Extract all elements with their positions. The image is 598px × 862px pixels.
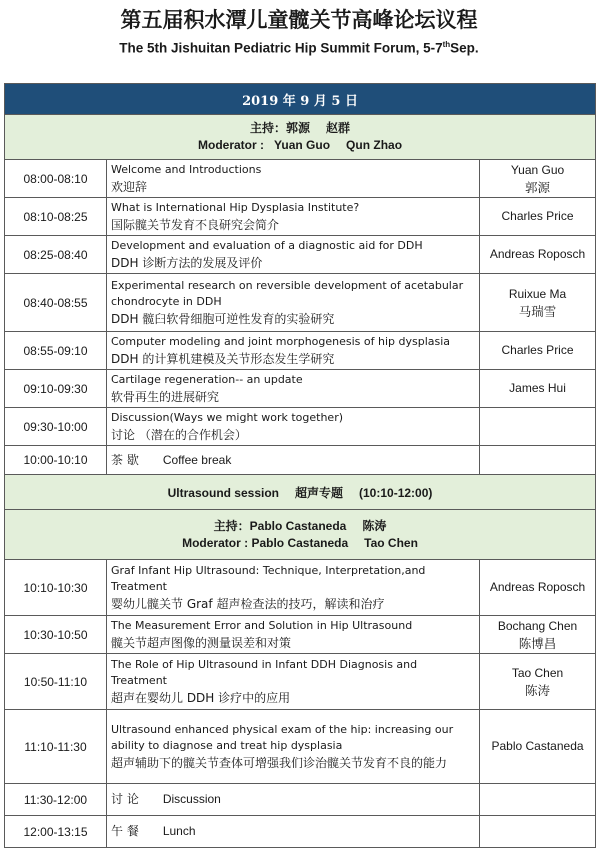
subtitle-main: The 5th Jishuitan Pediatric Hip Summit Forum, 5-7: [119, 40, 443, 56]
topic-cn: 国际髋关节发育不良研究会简介: [111, 217, 280, 232]
row-speaker: [480, 408, 596, 446]
chair-label: 主持：: [249, 121, 286, 135]
agenda-row: [5, 332, 596, 370]
topic-cn: DDH 诊断方法的发展及评价: [111, 255, 263, 270]
row-speaker: Charles Price: [480, 198, 596, 236]
row-time: 08:40-08:55: [5, 274, 107, 332]
speaker-cn: 陈博昌: [518, 635, 557, 651]
row-topic: [107, 710, 480, 784]
topic-en: What is International Hip Dysplasia Institute?: [111, 200, 360, 214]
row-speaker: Andreas Roposch: [480, 560, 596, 616]
agenda-row: [5, 160, 596, 198]
agenda-row: [5, 616, 596, 654]
agenda-row: [5, 198, 596, 236]
topic-cn: 婴幼儿髋关节 Graf 超声检查法的技巧，解读和治疗: [111, 596, 385, 611]
row-speaker: [480, 446, 596, 475]
row-topic: [107, 160, 480, 198]
row-time: 10:50-11:10: [5, 654, 107, 710]
discussion-row: [5, 784, 596, 816]
row-speaker: [480, 160, 596, 198]
row-topic: [107, 654, 480, 710]
topic-en: Computer modeling and joint morphogenesis of hip dysplasia: [111, 334, 451, 348]
session2-moderator-row: [5, 510, 596, 560]
topic-en: Ultrasound enhanced physical exam of the hip: increasing our ability to diagnose and treat hip dysplasia: [111, 722, 454, 752]
agenda-row: [5, 236, 596, 274]
row-topic: [107, 408, 480, 446]
topic-cn: 超声在婴幼儿 DDH 诊疗中的应用: [111, 690, 291, 705]
speaker-cn: 陈涛: [525, 682, 551, 698]
break-en: Lunch: [162, 824, 196, 838]
row-topic: [107, 236, 480, 274]
row-topic: [107, 560, 480, 616]
speaker-cn: 马瑞雪: [518, 303, 557, 319]
session2-moderator-cell: [5, 510, 596, 560]
row-speaker: [480, 654, 596, 710]
session2-moderator-line: [9, 535, 591, 552]
ultrasound-session-cell: [5, 475, 596, 510]
topic-en: Cartilage regeneration-- an update: [111, 372, 303, 386]
moderator-label: Moderator :: [182, 535, 249, 550]
moderator-name-1: Pablo Castaneda: [251, 535, 349, 550]
break-cn: 午 餐: [111, 824, 139, 838]
row-speaker: [480, 816, 596, 848]
topic-cn: DDH 髋臼软骨细胞可逆性发育的实验研究: [111, 311, 335, 326]
row-topic: [107, 784, 480, 816]
topic-en: Discussion(Ways we might work together): [111, 410, 344, 424]
row-time: 10:00-10:10: [5, 446, 107, 475]
topic-cn: 欢迎辞: [111, 179, 148, 194]
subtitle-suffix: Sep.: [450, 40, 479, 56]
speaker-en: Yuan Guo: [510, 162, 565, 177]
row-speaker: Pablo Castaneda: [480, 710, 596, 784]
break-en: Discussion: [162, 792, 221, 806]
chair-name-1: Pablo Castaneda: [249, 518, 347, 533]
chair-name-2: 赵群: [326, 121, 351, 135]
row-topic: [107, 816, 480, 848]
session1-moderator-cell: [5, 115, 596, 160]
topic-en: Development and evaluation of a diagnostic aid for DDH: [111, 238, 423, 252]
lunch-row: [5, 816, 596, 848]
row-time: 11:30-12:00: [5, 784, 107, 816]
topic-cn: 软骨再生的进展研究: [111, 389, 220, 404]
session1-moderator-line: [9, 137, 591, 154]
break-en: Coffee break: [162, 452, 232, 467]
row-time: 08:10-08:25: [5, 198, 107, 236]
subtitle-ordinal: th: [442, 40, 451, 49]
row-topic: [107, 616, 480, 654]
row-speaker: James Hui: [480, 370, 596, 408]
row-speaker: [480, 616, 596, 654]
agenda-row: [5, 274, 596, 332]
session-title-en: Ultrasound session: [167, 485, 279, 500]
row-time: 09:30-10:00: [5, 408, 107, 446]
row-time: 08:25-08:40: [5, 236, 107, 274]
session1-chair-line: [9, 120, 591, 137]
row-speaker: [480, 784, 596, 816]
session-time: (10:10-12:00): [359, 485, 433, 500]
chair-label: 主持：: [213, 518, 250, 533]
row-time: 08:00-08:10: [5, 160, 107, 198]
speaker-en: Ruixue Ma: [508, 286, 567, 301]
agenda-row: [5, 408, 596, 446]
row-speaker: Andreas Roposch: [480, 236, 596, 274]
topic-en: The Role of Hip Ultrasound in Infant DDH Diagnosis and Treatment: [111, 657, 418, 687]
topic-cn: 超声辅助下的髋关节查体可增强我们诊治髋关节发育不良的能力: [111, 755, 448, 770]
topic-cn: 髋关节超声图像的测量误差和对策: [111, 635, 292, 650]
agenda-table: [4, 83, 596, 848]
topic-en: Graf Infant Hip Ultrasound: Technique, Interpretation,and Treatment: [111, 563, 426, 593]
break-cn: 讨 论: [111, 792, 139, 806]
topic-en: The Measurement Error and Solution in Hip Ultrasound: [111, 618, 413, 632]
speaker-en: Bochang Chen: [497, 618, 578, 633]
chair-name-1: 郭源: [286, 121, 311, 135]
date-row: [5, 84, 596, 115]
chair-name-2: 陈涛: [362, 518, 387, 533]
row-topic: [107, 332, 480, 370]
moderator-label: Moderator :: [198, 138, 264, 152]
session2-chair-line: [9, 518, 591, 535]
row-topic: [107, 198, 480, 236]
row-speaker: Charles Price: [480, 332, 596, 370]
break-cn: 茶 歇: [111, 452, 139, 467]
page-title: 第五届积水潭儿童髋关节高峰论坛议程: [120, 7, 478, 32]
row-time: 08:55-09:10: [5, 332, 107, 370]
topic-en: Experimental research on reversible development of acetabular chondrocyte in DDH: [111, 278, 464, 308]
speaker-en: Tao Chen: [511, 665, 564, 680]
speaker-cn: 郭源: [525, 179, 551, 195]
row-speaker: [480, 274, 596, 332]
row-time: 11:10-11:30: [5, 710, 107, 784]
topic-en: Welcome and Introductions: [111, 162, 262, 176]
agenda-row: [5, 370, 596, 408]
topic-cn: DDH 的计算机建模及关节形态发生学研究: [111, 351, 335, 366]
row-time: 12:00-13:15: [5, 816, 107, 848]
agenda-row: [5, 654, 596, 710]
row-time: 09:10-09:30: [5, 370, 107, 408]
ultrasound-session-row: [5, 475, 596, 510]
moderator-name-2: Qun Zhao: [346, 138, 403, 152]
topic-cn: 讨论 （潜在的合作机会）: [111, 427, 247, 442]
coffee-break-row: [5, 446, 596, 475]
row-topic: [107, 370, 480, 408]
agenda-row: [5, 710, 596, 784]
row-topic: [107, 274, 480, 332]
date-cell: 2019 年 9 月 5 日: [5, 84, 596, 115]
agenda-row: [5, 560, 596, 616]
moderator-name-2: Tao Chen: [364, 535, 418, 550]
page-subtitle: [0, 40, 598, 56]
row-time: 10:10-10:30: [5, 560, 107, 616]
session-title-cn: 超声专题: [295, 485, 344, 500]
session1-moderator-row: [5, 115, 596, 160]
row-topic: [107, 446, 480, 475]
moderator-name-1: Yuan Guo: [274, 138, 331, 152]
row-time: 10:30-10:50: [5, 616, 107, 654]
